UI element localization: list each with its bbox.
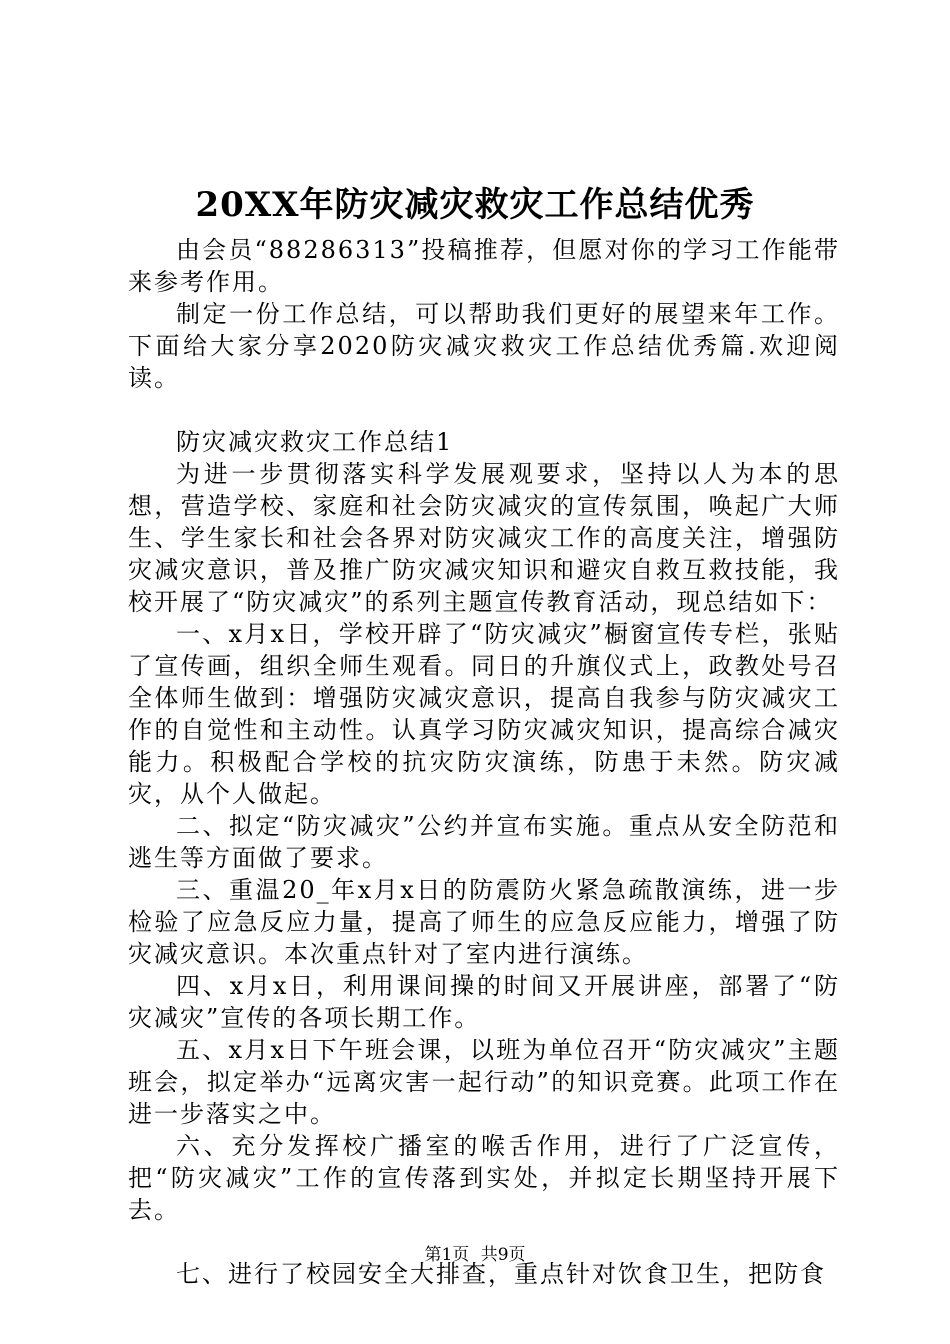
section-heading: 防灾减灾救灾工作总结1 (176, 428, 454, 456)
page-number: 第1页 (424, 1245, 470, 1265)
body-paragraph: 七、进行了校园安全大排查，重点针对饮食卫生，把防食 (176, 1260, 826, 1288)
body-paragraph: 二、拟定“防灾减灾”公约并宣布实施。重点从安全防范和逃生等方面做了要求。 (128, 812, 840, 872)
document-title: 20XX年防灾减灾救灾工作总结优秀 (195, 185, 755, 225)
intro-paragraph: 由会员“88286313”投稿推荐，但愿对你的学习工作能带来参考作用。 (128, 236, 840, 296)
document-body (128, 234, 840, 1290)
body-paragraph: 为进一步贯彻落实科学发展观要求，坚持以人为本的思想，营造学校、家庭和社会防灾减灾的宣传氛围，唤起广大师生、学生家长和社会各界对防灾减灾工作的高度关注，增强防灾减灾意识，普及推广防灾减灾知识和避灾自救互救技能，我校开展了“防灾减灾”的系列主题宣传教育活动，现总结如下： (128, 460, 840, 616)
page-count: 共9页 (480, 1245, 526, 1265)
body-paragraph: 六、充分发挥校广播室的喉舌作用，进行了广泛宣传，把“防灾减灾”工作的宣传落到实处，并拟定长期坚持开展下去。 (128, 1132, 840, 1224)
intro-paragraph: 制定一份工作总结，可以帮助我们更好的展望来年工作。下面给大家分享2020防灾减灾救灾工作总结优秀篇.欢迎阅读。 (128, 300, 840, 392)
body-paragraph: 四、x月x日，利用课间操的时间又开展讲座，部署了“防灾减灾”宣传的各项长期工作。 (128, 972, 840, 1032)
body-paragraph: 三、重温20_年x月x日的防震防火紧急疏散演练，进一步检验了应急反应力量，提高了师生的应急反应能力，增强了防灾减灾意识。本次重点针对了室内进行演练。 (128, 876, 840, 968)
body-paragraph: 五、x月x日下午班会课，以班为单位召开“防灾减灾”主题班会，拟定举办“远离灾害一起行动”的知识竞赛。此项工作在进一步落实之中。 (128, 1036, 840, 1128)
page-footer (0, 1243, 950, 1267)
body-paragraph: 一、x月x日，学校开辟了“防灾减灾”橱窗宣传专栏，张贴了宣传画，组织全师生观看。同日的升旗仪式上，政教处号召全体师生做到：增强防灾减灾意识，提高自我参与防灾减灾工作的自觉性和主动性。认真学习防灾减灾知识，提高综合减灾能力。积极配合学校的抗灾防灾演练，防患于未然。防灾减灾，从个人做起。 (128, 620, 840, 808)
